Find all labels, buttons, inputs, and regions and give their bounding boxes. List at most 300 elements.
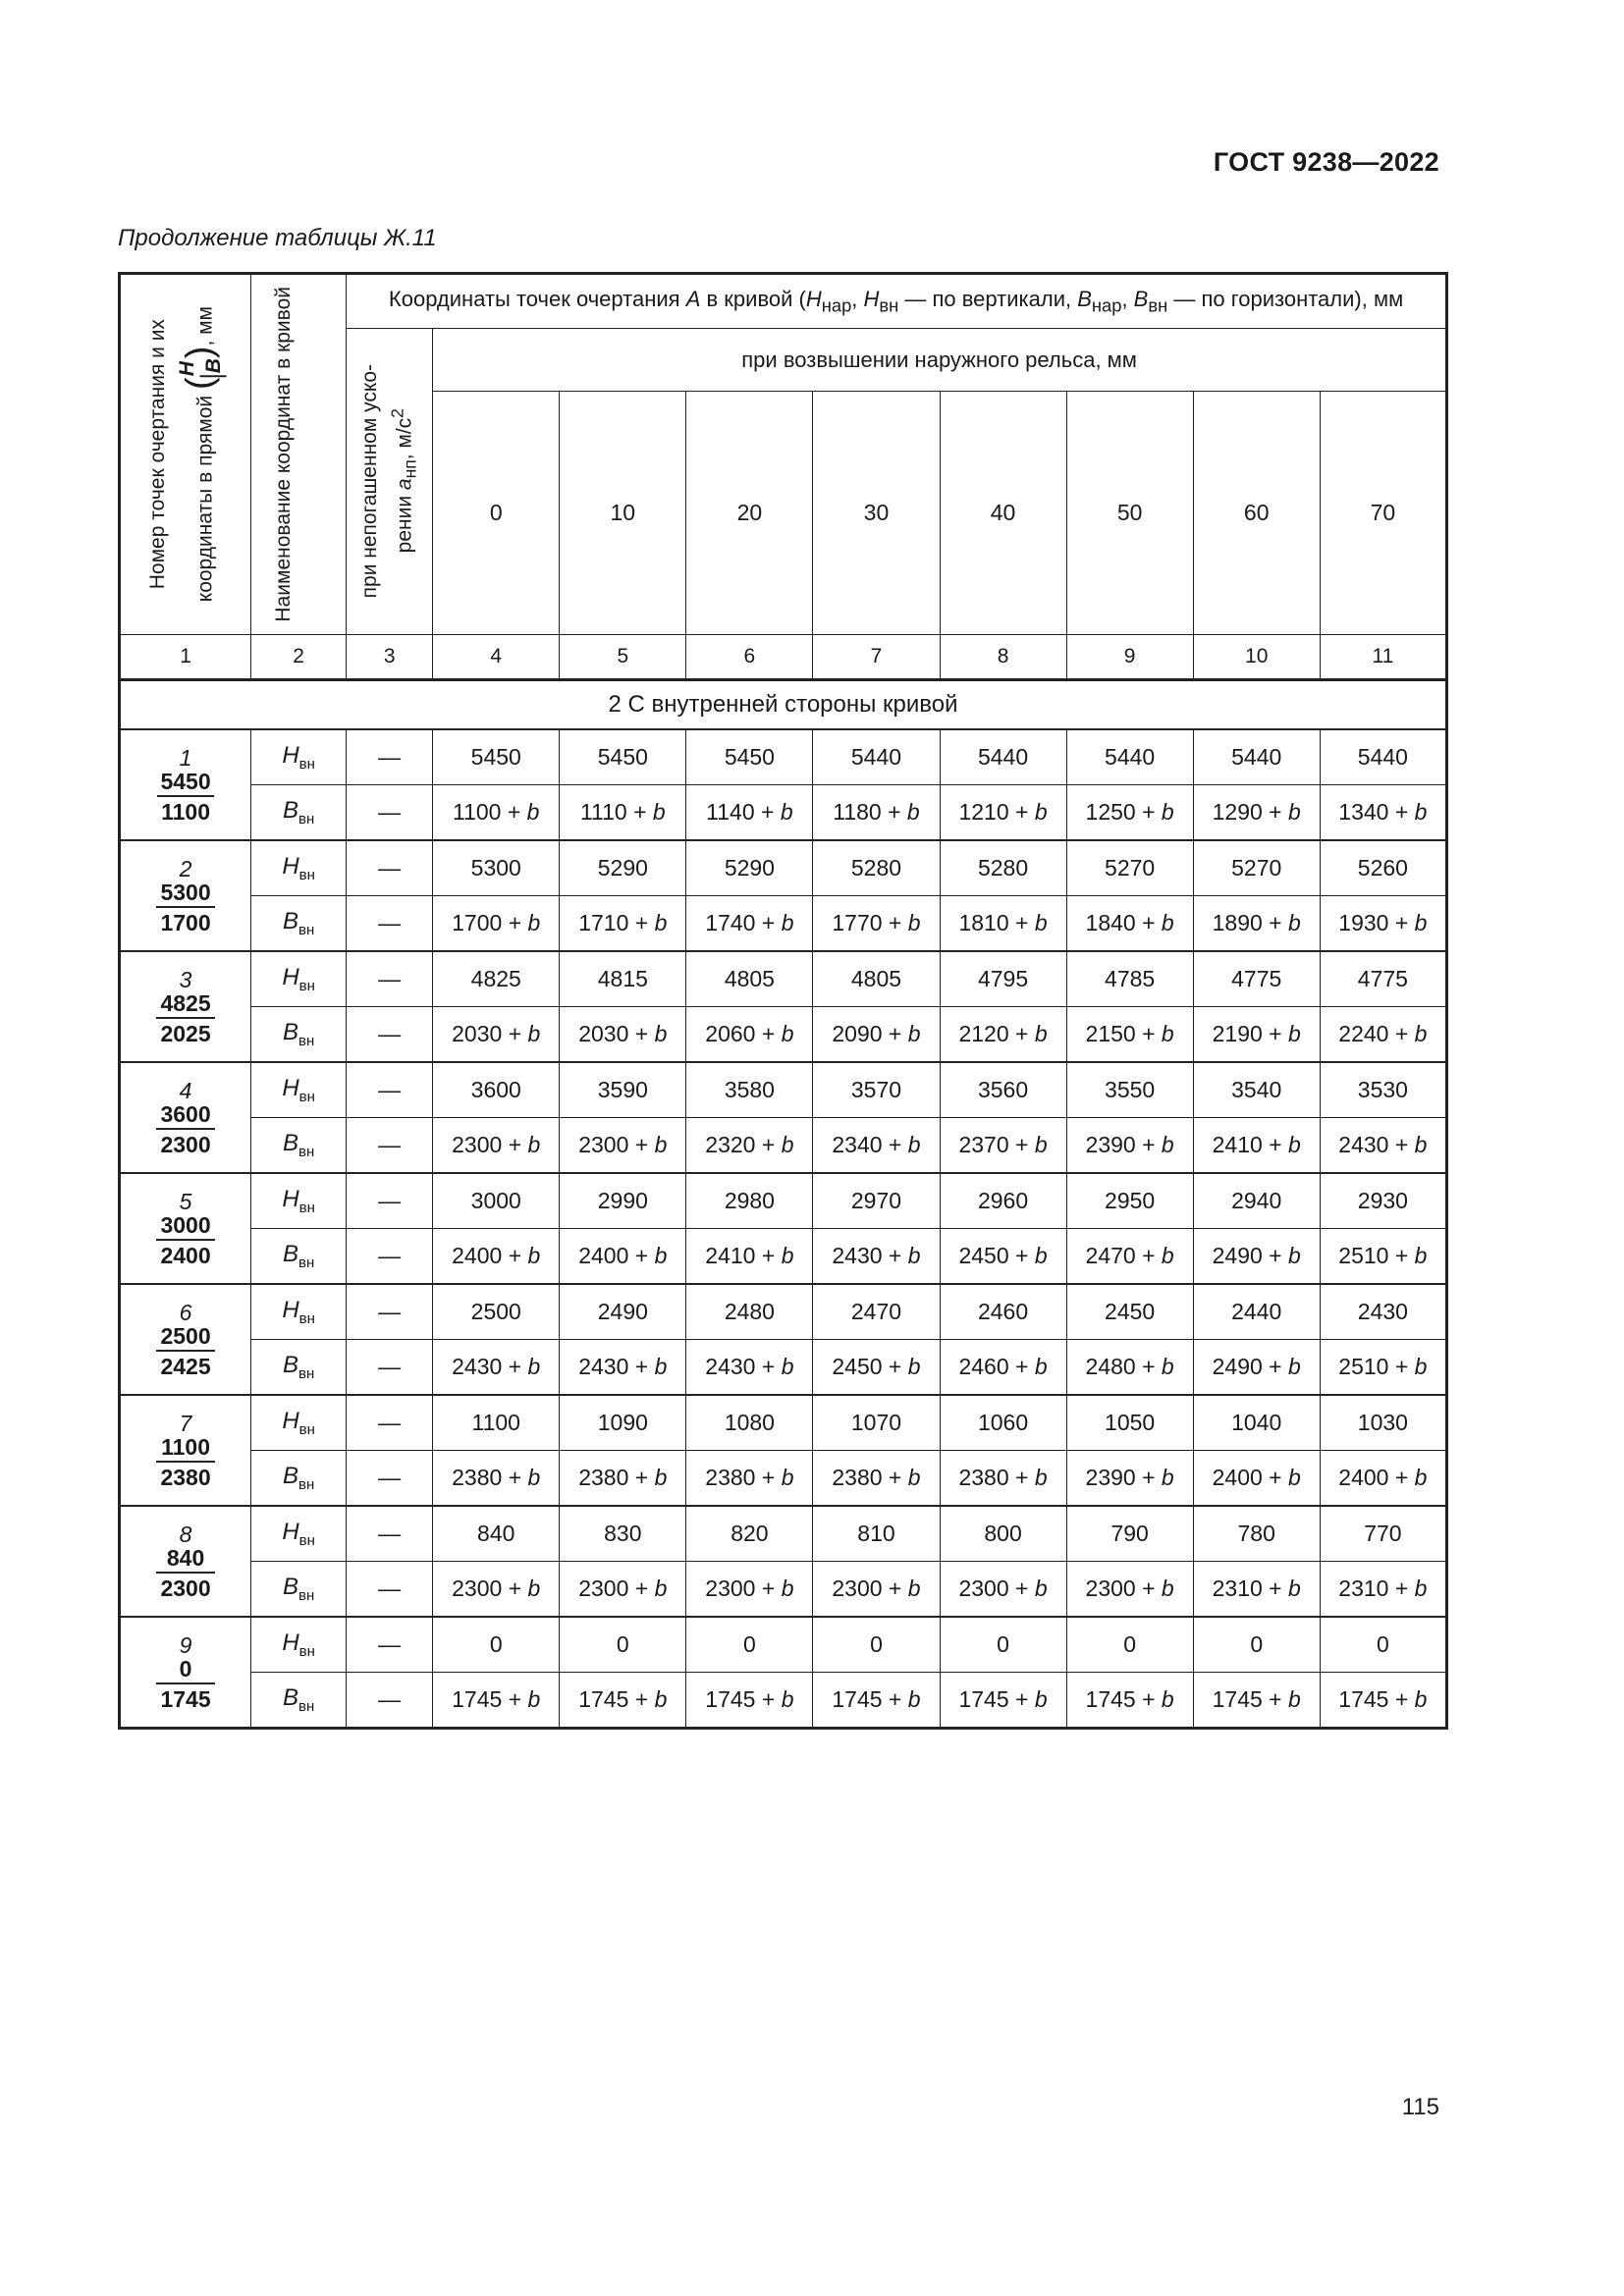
h-value: 3570 (813, 1062, 940, 1118)
b-value (433, 896, 560, 952)
coords-title-mid2: — по вертикали, (898, 286, 1078, 311)
h-value: 3540 (1193, 1062, 1320, 1118)
coord-label-h (251, 1506, 347, 1562)
point-number: 1 (179, 744, 192, 771)
b-value (813, 1007, 940, 1063)
paren-close: ) (179, 346, 221, 359)
b-variable: b (1288, 1686, 1301, 1712)
b-value (1193, 785, 1320, 841)
b-value-number: 2380 + (705, 1465, 782, 1490)
b-value (1066, 1229, 1193, 1285)
coords-title-pre: Координаты точек очертания (388, 286, 686, 311)
point-cell (120, 840, 251, 951)
point-number: 4 (179, 1077, 192, 1103)
b-variable: b (1288, 1465, 1301, 1490)
frac-bottom: B (200, 359, 227, 378)
b-value (1320, 896, 1446, 952)
b-variable: b (1288, 799, 1301, 825)
acceleration-dash: — (347, 1118, 433, 1174)
b-value-number: 2460 + (958, 1354, 1035, 1379)
b-value-number: 2430 + (452, 1354, 528, 1379)
coord-label-h-sub: вн (298, 977, 315, 994)
b-value-number: 1770 + (832, 910, 908, 935)
h-value: 790 (1066, 1506, 1193, 1562)
b-variable: b (1288, 1021, 1301, 1046)
h-value: 5440 (813, 729, 940, 785)
elevation-0: 0 (433, 392, 560, 635)
point-straight-b: 2425 (156, 1350, 214, 1378)
head-col3-unit-sup: 2 (387, 408, 407, 419)
b-value-number: 1250 + (1085, 799, 1162, 825)
h-value: 5440 (940, 729, 1066, 785)
b-variable: b (527, 1132, 541, 1157)
head-col3-text (355, 364, 423, 598)
b-value-number: 1745 + (1338, 1686, 1415, 1712)
col-number-6: 7 (813, 635, 940, 680)
b-value (813, 1451, 940, 1507)
b-value-number: 2380 + (452, 1465, 528, 1490)
h-value: 5280 (940, 840, 1066, 896)
b-value (1193, 1451, 1320, 1507)
coords-sub-nar-2: нар (1091, 294, 1122, 316)
b-value-number: 2430 + (1338, 1132, 1415, 1157)
acceleration-dash: — (347, 729, 433, 785)
coord-label-h (251, 1395, 347, 1451)
h-value: 5450 (686, 729, 813, 785)
b-value-number: 2300 + (452, 1132, 528, 1157)
col-number-7: 8 (940, 635, 1066, 680)
h-value: 1030 (1320, 1395, 1446, 1451)
b-value (686, 1007, 813, 1063)
coords-title-end: — по горизонтали), мм (1167, 286, 1404, 311)
b-value (560, 1673, 686, 1729)
point-straight-b: 2300 (156, 1572, 214, 1600)
b-value (560, 1340, 686, 1396)
coord-label-b-sub: вн (298, 1586, 315, 1604)
b-value (1193, 1118, 1320, 1174)
point-number: 2 (179, 855, 192, 881)
point-row-h (120, 1284, 1447, 1340)
head-coord-name (251, 274, 347, 635)
col-number-5: 6 (686, 635, 813, 680)
head-coords-title: Координаты точек очертания А в кривой ($H_{нар}$, $H_{вн}$ — по вертикали, $B_{нар}$, $B_{вн}$ — по горизонтали), мм (347, 274, 1447, 329)
coord-label-b-sub: вн (298, 1364, 315, 1382)
coord-label-b-sub: вн (298, 1475, 315, 1493)
b-value-number: 1340 + (1338, 799, 1415, 825)
b-value-number: 2310 + (1338, 1575, 1415, 1601)
b-value (940, 1451, 1066, 1507)
h-value: 1100 (433, 1395, 560, 1451)
col-number-9: 10 (1193, 635, 1320, 680)
b-variable: b (1034, 799, 1048, 825)
coord-label-b (251, 1340, 347, 1396)
coord-label-h-letter: H (282, 1075, 299, 1102)
b-value (1320, 1673, 1446, 1729)
point-straight-b: 2300 (156, 1128, 214, 1156)
b-value-number: 1290 + (1212, 799, 1288, 825)
b-value (1320, 1451, 1446, 1507)
acceleration-dash: — (347, 1173, 433, 1229)
b-variable: b (526, 799, 540, 825)
b-variable: b (1034, 1686, 1048, 1712)
point-straight-h: 3000 (160, 1211, 211, 1238)
b-value (1066, 1340, 1193, 1396)
b-value (940, 1673, 1066, 1729)
h-value: 5270 (1193, 840, 1320, 896)
b-variable: b (654, 1021, 668, 1046)
b-value (813, 1340, 940, 1396)
coord-label-b (251, 785, 347, 841)
b-value (1193, 1562, 1320, 1618)
b-value-number: 1745 + (452, 1686, 528, 1712)
head-col3-line2: рении (393, 490, 416, 555)
coord-label-b-sub: вн (298, 1697, 315, 1715)
point-row-h (120, 1062, 1447, 1118)
b-value-number: 2400 + (578, 1243, 655, 1268)
h-value: 2480 (686, 1284, 813, 1340)
b-value (433, 1562, 560, 1618)
b-value-number: 2470 + (1085, 1243, 1162, 1268)
b-value-number: 2390 + (1085, 1132, 1162, 1157)
b-value (940, 785, 1066, 841)
b-value (1320, 1562, 1446, 1618)
b-variable: b (1414, 1243, 1428, 1268)
h-value: 5300 (433, 840, 560, 896)
b-value (1066, 1007, 1193, 1063)
b-value (560, 1451, 686, 1507)
b-value (686, 1118, 813, 1174)
b-value-number: 2430 + (578, 1354, 655, 1379)
coord-label-h-sub: вн (298, 1199, 315, 1216)
coord-label-h-letter: H (282, 1186, 299, 1213)
b-value (1320, 785, 1446, 841)
b-value-number: 2510 + (1338, 1354, 1415, 1379)
frac-top: H (176, 361, 199, 377)
col-number-2: 3 (347, 635, 433, 680)
b-variable: b (1034, 1021, 1048, 1046)
h-value: 4775 (1193, 951, 1320, 1007)
b-value-number: 2300 + (578, 1132, 655, 1157)
b-value (813, 1229, 940, 1285)
b-variable: b (527, 1021, 541, 1046)
h-value: 4825 (433, 951, 560, 1007)
h-value: 3000 (433, 1173, 560, 1229)
b-value (686, 896, 813, 952)
b-value-number: 2240 + (1338, 1021, 1415, 1046)
coords-title-a: А (685, 286, 701, 311)
h-value: 830 (560, 1506, 686, 1562)
b-value-number: 2030 + (578, 1021, 655, 1046)
section-row (120, 680, 1447, 730)
point-cell (120, 1395, 251, 1506)
b-value-number: 2300 + (832, 1575, 908, 1601)
b-value-number: 1110 + (579, 799, 653, 825)
b-value-number: 1740 + (705, 910, 782, 935)
b-value-number: 1810 + (958, 910, 1035, 935)
b-value-number: 1745 + (1085, 1686, 1162, 1712)
elevation-3: 30 (813, 392, 940, 635)
h-value: 800 (940, 1506, 1066, 1562)
b-variable: b (781, 910, 794, 935)
h-value: 0 (1320, 1617, 1446, 1673)
b-variable: b (1161, 1575, 1174, 1601)
b-value-number: 2320 + (705, 1132, 782, 1157)
coords-b1: B (1077, 286, 1092, 311)
h-value: 4785 (1066, 951, 1193, 1007)
b-variable: b (907, 1354, 921, 1379)
b-value-number: 2300 + (958, 1575, 1035, 1601)
b-value-number: 1180 + (833, 799, 907, 825)
page-number: 115 (1401, 2094, 1439, 2120)
b-value (560, 785, 686, 841)
b-value-number: 2400 + (1338, 1465, 1415, 1490)
b-value-number: 2090 + (832, 1021, 908, 1046)
b-value-number: 2370 + (958, 1132, 1035, 1157)
b-value (560, 1118, 686, 1174)
b-variable: b (781, 1132, 794, 1157)
b-value-number: 2510 + (1338, 1243, 1415, 1268)
column-number-row (120, 635, 1447, 680)
b-variable: b (654, 1465, 668, 1490)
acceleration-dash: — (347, 1284, 433, 1340)
b-variable: b (527, 1354, 541, 1379)
b-value-number: 1930 + (1338, 910, 1415, 935)
b-value (1193, 896, 1320, 952)
acceleration-dash: — (347, 1007, 433, 1063)
point-straight-b: 2025 (156, 1017, 214, 1045)
b-variable: b (907, 1465, 921, 1490)
b-variable: b (781, 1354, 794, 1379)
point-row-h (120, 840, 1447, 896)
b-variable: b (1034, 910, 1048, 935)
b-variable: b (1414, 799, 1428, 825)
b-variable: b (527, 910, 541, 935)
head-col2-text: Наименование координат в кривой (272, 287, 296, 622)
acceleration-dash: — (347, 1451, 433, 1507)
acceleration-dash: — (347, 1562, 433, 1618)
b-variable: b (1414, 1132, 1428, 1157)
head-col3-line1: при непогашенном уско- (358, 364, 382, 599)
b-value-number: 1745 + (1212, 1686, 1288, 1712)
b-value (560, 896, 686, 952)
head-elevation-title: при возвышении наружного рельса, мм (433, 329, 1447, 392)
acceleration-dash: — (347, 1617, 433, 1673)
coord-label-h (251, 729, 347, 785)
b-value (1320, 1118, 1446, 1174)
coord-label-h-sub: вн (298, 866, 315, 883)
h-value: 3530 (1320, 1062, 1446, 1118)
b-variable: b (1034, 1354, 1048, 1379)
h-value: 0 (813, 1617, 940, 1673)
coord-label-b-letter: B (282, 1241, 298, 1268)
b-value (1066, 1562, 1193, 1618)
h-value: 2500 (433, 1284, 560, 1340)
b-value-number: 1890 + (1212, 910, 1288, 935)
h-value: 3580 (686, 1062, 813, 1118)
b-value-number: 2120 + (958, 1021, 1035, 1046)
b-value (686, 1673, 813, 1729)
coord-label-h-letter: H (282, 1519, 299, 1546)
elevation-1: 10 (560, 392, 686, 635)
coord-label-h-letter: H (282, 742, 299, 770)
point-row-b (120, 1340, 1447, 1396)
h-value: 1070 (813, 1395, 940, 1451)
acceleration-dash: — (347, 896, 433, 952)
h-value: 5270 (1066, 840, 1193, 896)
point-row-b (120, 1562, 1447, 1618)
b-value-number: 2400 + (1212, 1465, 1288, 1490)
h-value: 2470 (813, 1284, 940, 1340)
b-value-number: 2190 + (1212, 1021, 1288, 1046)
coord-label-b-letter: B (282, 1684, 298, 1712)
coords-h1: H (805, 286, 822, 311)
h-value: 2970 (813, 1173, 940, 1229)
elevation-5: 50 (1066, 392, 1193, 635)
b-value-number: 2450 + (958, 1243, 1035, 1268)
b-value (813, 785, 940, 841)
coord-label-b-sub: вн (298, 1254, 315, 1271)
h-value: 1090 (560, 1395, 686, 1451)
col-number-4: 5 (560, 635, 686, 680)
coord-label-b-letter: B (282, 908, 298, 935)
h-value: 3600 (433, 1062, 560, 1118)
point-row-h (120, 1173, 1447, 1229)
b-variable: b (907, 1243, 921, 1268)
b-variable: b (527, 1575, 541, 1601)
b-value-number: 2480 + (1085, 1354, 1162, 1379)
head-point-number-text (143, 306, 228, 602)
b-variable: b (654, 1686, 668, 1712)
b-variable: b (907, 1021, 921, 1046)
h-value: 4775 (1320, 951, 1446, 1007)
coord-label-h (251, 1173, 347, 1229)
b-variable: b (1414, 1686, 1428, 1712)
b-variable: b (1288, 1575, 1301, 1601)
h-value: 5290 (560, 840, 686, 896)
b-value-number: 2300 + (705, 1575, 782, 1601)
h-value: 810 (813, 1506, 940, 1562)
b-value (433, 785, 560, 841)
b-value (813, 896, 940, 952)
b-value-number: 2380 + (832, 1465, 908, 1490)
b-variable: b (652, 799, 666, 825)
coord-label-h-letter: H (282, 853, 299, 881)
head-point-number (120, 274, 251, 635)
h-value: 2940 (1193, 1173, 1320, 1229)
h-value: 2980 (686, 1173, 813, 1229)
coords-sub-nar-1: нар (821, 294, 852, 316)
coord-label-b-sub: вн (298, 921, 315, 938)
b-value (1193, 1229, 1320, 1285)
b-variable: b (1288, 910, 1301, 935)
b-variable: b (654, 1132, 668, 1157)
h-value: 1060 (940, 1395, 1066, 1451)
coord-label-b-sub: вн (298, 1143, 315, 1160)
h-value: 5440 (1193, 729, 1320, 785)
elevation-6: 60 (1193, 392, 1320, 635)
acceleration-dash: — (347, 785, 433, 841)
b-variable: b (907, 910, 921, 935)
h-value: 1040 (1193, 1395, 1320, 1451)
acceleration-dash: — (347, 1506, 433, 1562)
head-col1-fraction (174, 359, 227, 378)
col-number-1: 2 (251, 635, 347, 680)
point-straight-h: 4825 (160, 989, 211, 1016)
b-value-number: 2490 + (1212, 1354, 1288, 1379)
b-value (433, 1451, 560, 1507)
b-variable: b (780, 799, 793, 825)
coord-label-h (251, 1284, 347, 1340)
point-straight-b: 2380 (156, 1461, 214, 1489)
b-variable: b (1414, 1021, 1428, 1046)
b-variable: b (1034, 1465, 1048, 1490)
acceleration-dash: — (347, 1395, 433, 1451)
point-straight-h: 2500 (160, 1322, 211, 1349)
point-row-b (120, 785, 1447, 841)
b-value-number: 1745 + (705, 1686, 782, 1712)
paren-open: ( (179, 377, 221, 391)
b-variable: b (654, 1575, 668, 1601)
coord-label-b-sub: вн (298, 1032, 315, 1049)
coords-sub-vn-1: вн (879, 294, 899, 316)
b-value-number: 2380 + (578, 1465, 655, 1490)
b-value (1320, 1229, 1446, 1285)
point-row-b (120, 1118, 1447, 1174)
point-row-h (120, 1617, 1447, 1673)
coords-h2: H (863, 286, 880, 311)
b-value (940, 1229, 1066, 1285)
coord-label-b-letter: B (282, 1574, 298, 1601)
h-value: 2990 (560, 1173, 686, 1229)
point-cell (120, 1284, 251, 1395)
point-straight-b: 1700 (156, 906, 214, 934)
b-variable: b (654, 910, 668, 935)
b-value (686, 785, 813, 841)
coord-label-h-letter: H (282, 1297, 299, 1324)
point-straight-h: 0 (179, 1655, 192, 1682)
acceleration-dash: — (347, 1229, 433, 1285)
coord-label-b (251, 1562, 347, 1618)
coord-label-h (251, 1617, 347, 1673)
coord-label-b-sub: вн (298, 810, 315, 828)
h-value: 0 (560, 1617, 686, 1673)
b-value (1320, 1007, 1446, 1063)
b-value-number: 1745 + (958, 1686, 1035, 1712)
b-variable: b (1161, 1686, 1174, 1712)
acceleration-dash: — (347, 1673, 433, 1729)
point-row-h (120, 1395, 1447, 1451)
coords-sub-vn-2: вн (1148, 294, 1168, 316)
b-value (813, 1562, 940, 1618)
b-value (940, 1562, 1066, 1618)
b-variable: b (1034, 1575, 1048, 1601)
b-value-number: 2430 + (832, 1243, 908, 1268)
elevation-2: 20 (686, 392, 813, 635)
b-variable: b (527, 1686, 541, 1712)
h-value: 4805 (686, 951, 813, 1007)
coordinates-table (118, 272, 1448, 1730)
b-value (940, 896, 1066, 952)
b-value (1066, 785, 1193, 841)
point-row-h (120, 1506, 1447, 1562)
h-value: 2490 (560, 1284, 686, 1340)
b-value-number: 2310 + (1212, 1575, 1288, 1601)
b-variable: b (527, 1465, 541, 1490)
coord-label-b-letter: B (282, 1019, 298, 1046)
b-value (560, 1229, 686, 1285)
coord-label-h (251, 951, 347, 1007)
b-value (686, 1229, 813, 1285)
